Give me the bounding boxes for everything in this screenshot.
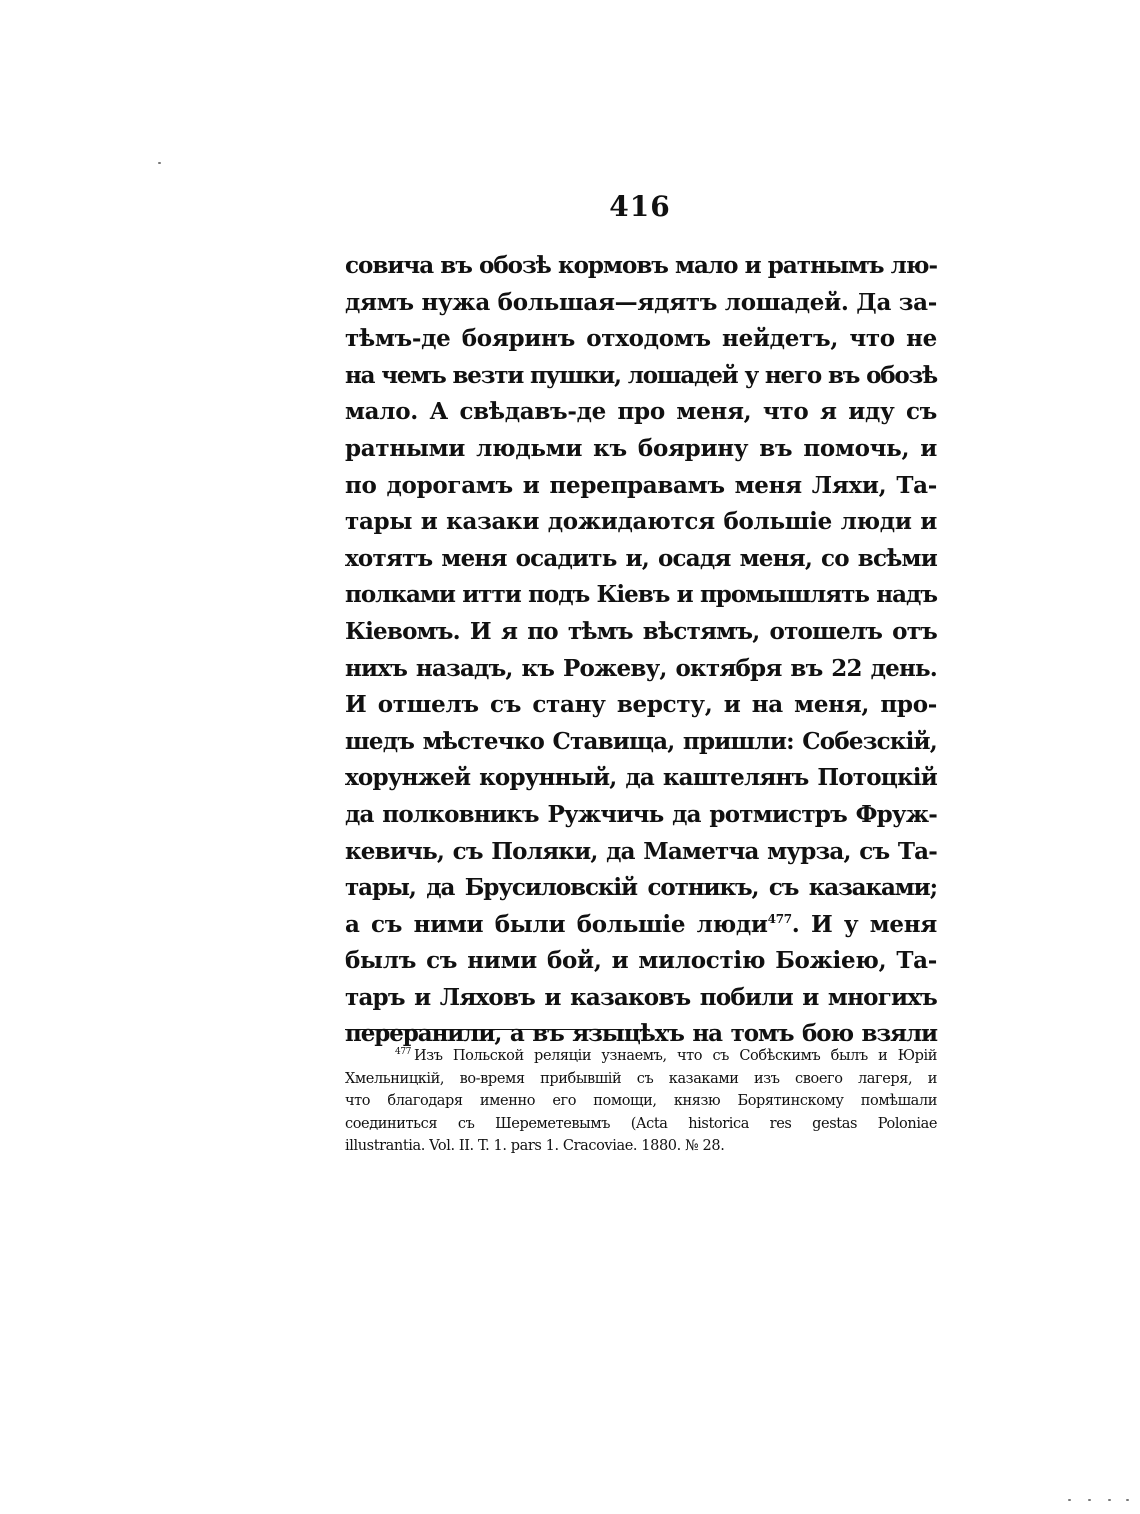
text-line: шедъ мѣстечко Ставища, пришли: Собезскiй, xyxy=(345,727,937,755)
scan-speck xyxy=(1126,1499,1129,1501)
text-line: совича въ обозѣ кормовъ мало и ратнымъ лю- xyxy=(345,252,937,279)
text-line: нихъ назадъ, къ Рожеву, октября въ 22 день. xyxy=(345,654,937,682)
footnote-line: что благодаря именно его помощи, князю Борятинскому помѣшали xyxy=(345,1093,937,1109)
text-line: хотятъ меня осадить и, осадя меня, со всѣми xyxy=(345,544,937,572)
footnote-line: illustrantia. Vol. II. T. 1. pars 1. Cracoviae. 1880. № 28. xyxy=(345,1138,725,1154)
footnote-divider xyxy=(345,1029,617,1030)
text-line: тары, да Брусиловскiй сотникъ, съ казаками; xyxy=(345,874,937,902)
text-line: дямъ нужа большая—ядятъ лошадей. Да за- xyxy=(345,288,937,316)
footnote-text: Изъ Польской реляцiи узнаемъ, что съ Собѣскимъ былъ и Юрiй xyxy=(413,1048,937,1064)
text-line: Кiевомъ. И я по тѣмъ вѣстямъ, отошелъ отъ xyxy=(345,617,937,645)
text-line: ратными людьми къ боярину въ помочь, и xyxy=(345,434,937,462)
footnote-reference: 477 xyxy=(767,911,792,926)
text-segment: . И у меня xyxy=(791,910,937,938)
text-line: кевичь, съ Поляки, да Маметча мурза, съ Та- xyxy=(345,837,937,865)
text-line: тары и казаки дожидаются большiе люди и xyxy=(345,508,937,536)
text-line: таръ и Ляховъ и казаковъ побили и многихъ xyxy=(345,983,937,1011)
scan-speck xyxy=(1108,1499,1111,1501)
main-text xyxy=(345,248,937,1053)
text-line: полками итти подъ Кiевъ и промышлять надъ xyxy=(345,581,937,609)
footnote-line: соединиться съ Шереметевымъ (Acta historica res gestas Poloniae xyxy=(345,1115,937,1132)
text-line: переранили, а въ языцѣхъ на томъ бою взяли xyxy=(345,1020,937,1048)
text-line-with-footnote-ref xyxy=(345,907,937,944)
footnote-line: Хмельницкiй, во-время прибывшiй съ казаками изъ своего лагеря, и xyxy=(345,1070,937,1087)
text-line: хорунжей корунный, да каштелянъ Потоцкiй xyxy=(345,764,937,792)
scan-speck xyxy=(1088,1499,1091,1501)
text-line: И отшелъ съ стану версту, и на меня, про- xyxy=(345,691,937,719)
footnote-number: 477 xyxy=(395,1047,411,1057)
text-line: по дорогамъ и переправамъ меня Ляхи, Та- xyxy=(345,471,937,499)
footnote xyxy=(345,1045,937,1158)
text-line: мало. А свѣдавъ-де про меня, что я иду съ xyxy=(345,398,937,426)
text-line: да полковникъ Ружчичь да ротмистръ Фруж- xyxy=(345,800,937,828)
scan-speck xyxy=(1068,1499,1071,1501)
text-segment: а съ ними были большiе люди xyxy=(345,910,768,938)
text-line: былъ съ ними бой, и милостiю Божiею, Та- xyxy=(345,947,937,975)
footnote-line xyxy=(345,1045,937,1068)
text-line: тѣмъ-де бояринъ отходомъ нейдетъ, что не xyxy=(345,325,937,353)
text-line: на чемъ везти пушки, лошадей у него въ обозѣ xyxy=(345,361,937,389)
scan-speck xyxy=(158,162,161,164)
page-number: 416 xyxy=(609,190,671,223)
